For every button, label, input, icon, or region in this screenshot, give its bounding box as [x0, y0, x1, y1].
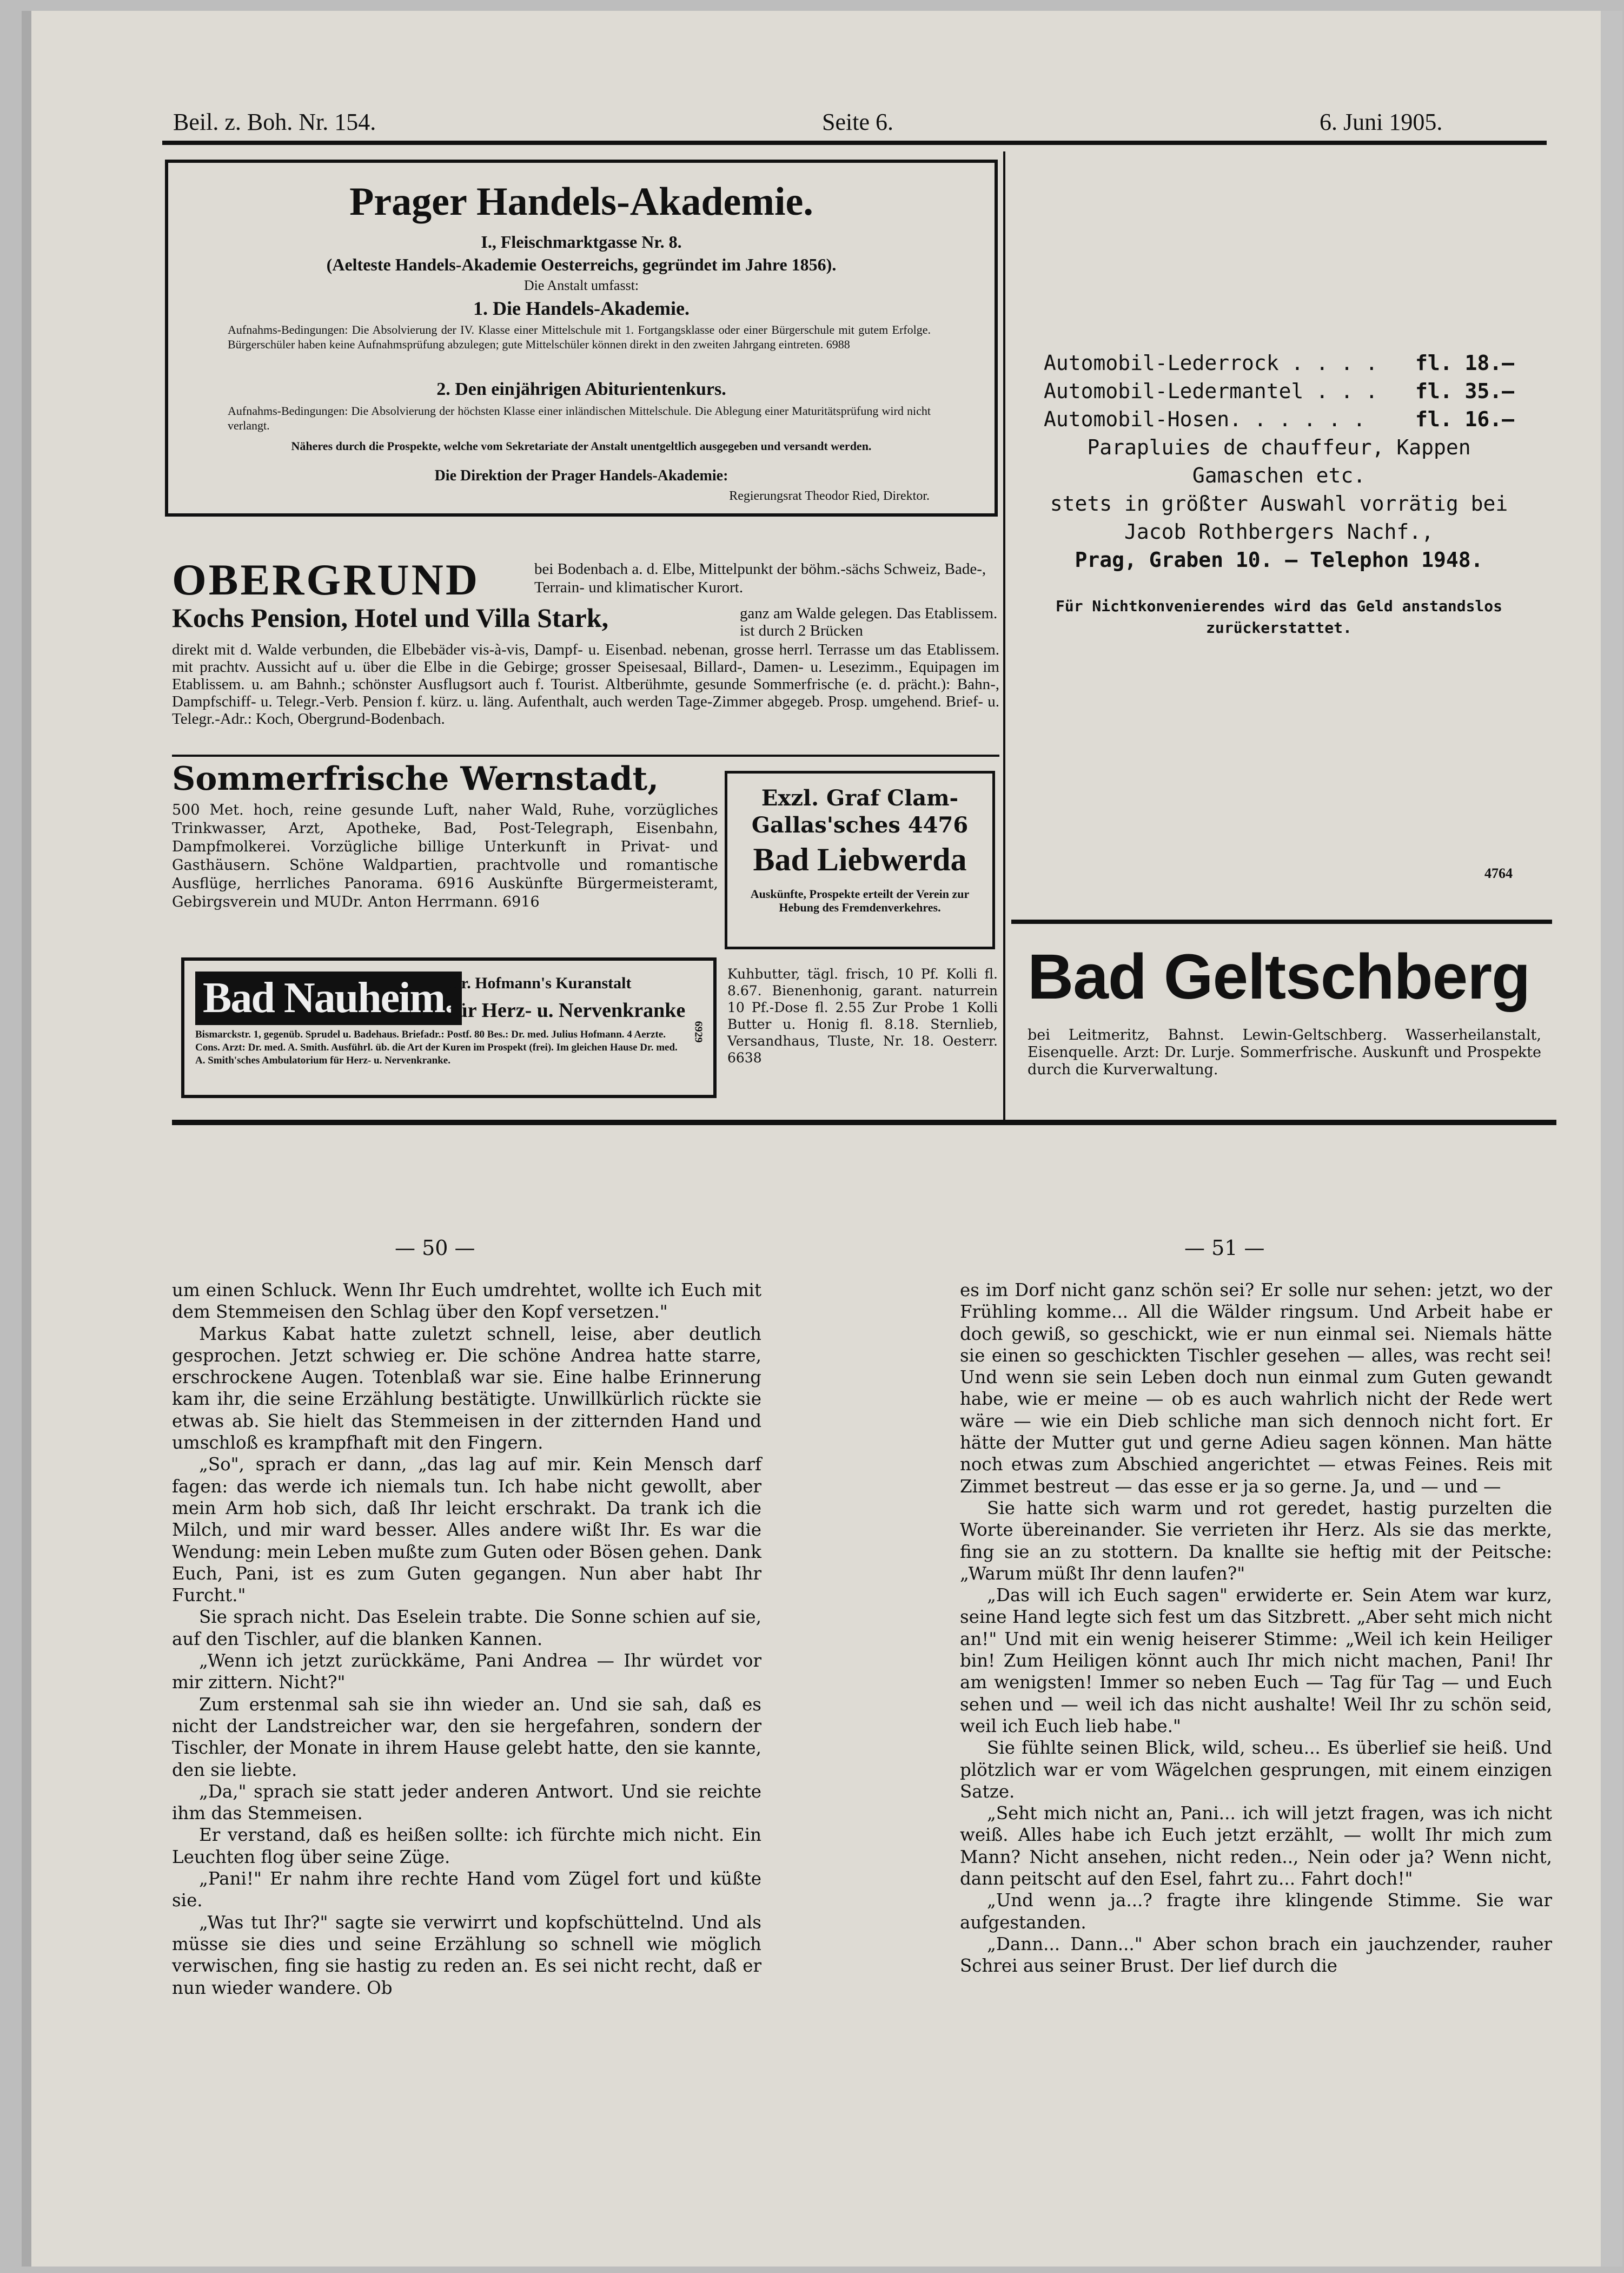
obergrund-location: bei Bodenbach a. d. Elbe, Mittelpunkt der böhm.-sächs Schweiz, Bade-, Terrain- und klimatischer Kurort. — [534, 560, 986, 596]
academy-intro: Die Anstalt umfasst: — [523, 277, 639, 293]
nauheim-number: 6929 — [692, 1021, 705, 1043]
automobil-ad-number: 4764 — [1484, 865, 1513, 881]
automobil-line-4: Jacob Rothbergers Nachf., — [1124, 520, 1434, 544]
academy-address: I., Fleischmarktgasse Nr. 8. — [481, 232, 682, 252]
automobil-line-3: stets in größter Auswahl vorrätig bei — [1050, 492, 1508, 516]
header-rule — [162, 141, 1547, 145]
story-left-p1: um einen Schluck. Wenn Ihr Euch umdrehtet, wollte ich Euch mit dem Stemmeisen den Schlag über den Kopf versetzen." — [172, 1280, 761, 1323]
automobil-note: Für Nichtkonvenierendes wird das Geld anstandslos zurückerstattet. — [1055, 597, 1502, 637]
ad-handels-akademie — [165, 160, 998, 517]
academy-founded: (Aelteste Handels-Akademie Oesterreichs, gegründet im Jahre 1856). — [326, 255, 837, 274]
liebwerda-info: Auskünfte, Prospekte erteilt der Verein zur Hebung des Fremdenverkehres. — [750, 887, 970, 914]
ad-liebwerda — [725, 771, 995, 949]
automobil-line-2: Gamaschen etc. — [1192, 464, 1366, 487]
header-page: Seite 6. — [822, 109, 893, 135]
story-column-right — [960, 1279, 1552, 1977]
story-right-p1: es im Dorf nicht ganz schön sei? Er solle nur sehen: jetzt, wo der Frühling komme... All die Wälder ringsum. Und Arbeit habe er doch gewiß, so geschickt, wie er nun einmal sei. Niemals hätte sie einen so geschickten Tischler gesehen — alles, was recht sei! Und wenn sie sein Leben doch nun einmal zum Guten gewandt habe, wie er meine — ob es auch wahrlich nicht der Rede wert wäre — wie ein Dieb schliche man sich dennoch nicht fort. Er hätte der Mutter gut und gerne Adieu sagen können. Man hätte noch etwas zum Abschied angerichtet — etwas Feines. Reis mit Zimmet bestreut — das esse er ja so gerne. Ja, und — und — — [960, 1280, 1552, 1497]
automobil-line-1: Parapluies de chauffeur, Kappen — [1087, 435, 1471, 459]
liebwerda-owner: Exzl. Graf Clam- — [761, 785, 959, 811]
ad-kuhbutter: Kuhbutter, tägl. frisch, 10 Pf. Kolli fl. 8.67. Bienenhonig, garant. naturrein 10 Pf.-Dose fl. 2.55 Zur Probe 1 Kolli Butter u. Honig fl. 8.18. Sternlieb, Versandhaus, Tluste, Nr. 18. Oesterr. 6638 — [727, 966, 998, 1066]
column-divider — [1003, 151, 1005, 1125]
nauheim-clinic: Dr. Hofmann's Kuranstalt — [449, 974, 632, 992]
automobil-item-3: Automobil-Hosen. . . . . . fl. 16.— — [1044, 407, 1514, 431]
story-left-p9: „Pani!" Er nahm ihre rechte Hand vom Zügel fort und küßte sie. — [172, 1868, 761, 1911]
story-right-p3: „Das will ich Euch sagen" erwiderte er. Sein Atem war kurz, seine Hand legte sich fest um das Sitzbrett. „Aber seht mich nicht an!" Und mit ein wenig heiserer Stimme: „Weil ich kein Heiliger bin! Zum Heiligen könnt auch Ihr mich nicht machen, Pani! Ihr am wenigsten! Immer so neben Euch — Tag für Tag — und Euch sehen und — weil ich das nicht aushalte! Weil Ihr zu schön seid, weil ich Euch lieb habe." — [960, 1585, 1552, 1736]
page-number-left: — 50 — — [395, 1236, 475, 1260]
liebwerda-title: Bad Liebwerda — [753, 842, 967, 877]
story-right-p7: „Dann... Dann..." Aber schon brach ein jauchzender, rauher Schrei aus seiner Brust. Der lief durch die — [960, 1933, 1552, 1977]
automobil-item-1: Automobil-Lederrock . . . . fl. 18.— — [1044, 351, 1514, 375]
story-column-left — [172, 1279, 761, 1999]
story-left-p6: Zum erstenmal sah sie ihn wieder an. Und sie sah, daß es nicht der Landstreicher war, den sie hergefahren, sondern der Tischler, der Monate in ihrem Hause gelebt hatte, den sie kannte, den sie liebte. — [172, 1694, 761, 1780]
header-issue: Beil. z. Boh. Nr. 154. — [173, 109, 376, 135]
obergrund-forest: ganz am Walde gelegen. Das Etablissem. ist durch 2 Brücken — [740, 605, 998, 639]
obergrund-pension: Kochs Pension, Hotel und Villa Stark, — [172, 603, 609, 633]
obergrund-title: OBERGRUND — [172, 555, 480, 604]
story-left-p3: „So", sprach er dann, „das lag auf mir. Kein Mensch darf fagen: das werde ich niemals tun. Ich habe nicht gewollt, aber mein Arm hob sich, daß Ihr leicht erschrakt. Da trank ich die Milch, und mir ward besser. Alles andere wißt Ihr. Es war die Wendung: mein Leben mußte zum Guten oder Bösen gehen. Dank Euch, Pani, ist es zum Guten gegangen. Nun aber habt Ihr Furcht." — [172, 1454, 761, 1606]
geltschberg-title: Bad Geltschberg — [1028, 941, 1530, 1013]
obergrund-body: direkt mit d. Walde verbunden, die Elbebäder vis-à-vis, Dampf- u. Eisenbad. nebenan, grosse herrl. Terrasse um das Etablissem. mit prachtv. Aussicht auf u. über die Elbe in die Gebirge; grosser Speisesaal, Billard-, Damen- u. Lesezimm., Equipagen im Etablissem. u. am Bahnh.; schönster Ausflugsort auch f. Tourist. Altberühmte, gesunde Sommerfrische (e. d. prächt.): Bahn-, Dampfschiff- u. Telegr.-Verb. Pension f. kürz. u. läng. Aufenthalt, auch werden Tage-Zimmer abgegeb. Prosp. umgehend. Brief- u. Telegr.-Adr.: Koch, Obergrund-Bodenbach. — [172, 641, 999, 728]
story-left-p4: Sie sprach nicht. Das Eselein trabte. Die Sonne schien auf sie, auf den Tischler, auf die blanken Kannen. — [172, 1607, 761, 1649]
story-left-p8: Er verstand, daß es heißen sollte: ich fürchte mich nicht. Ein Leuchten flog über seine Züge. — [172, 1825, 761, 1867]
academy-direction: Die Direktion der Prager Handels-Akademie: — [434, 467, 728, 484]
ad-bad-geltschberg — [1011, 920, 1552, 1082]
academy-title: Prager Handels-Akademie. — [349, 180, 813, 224]
academy-director: Regierungsrat Theodor Ried, Direktor. — [729, 489, 930, 503]
story-left-p7: „Da," sprach sie statt jeder anderen Antwort. Und sie reichte ihm das Stemmeisen. — [172, 1781, 761, 1824]
automobil-line-5: Prag, Graben 10. — Telephon 1948. — [1075, 548, 1483, 572]
left-page-edge — [22, 11, 31, 2267]
ad-divider-1 — [172, 755, 999, 757]
academy-section-1: 1. Die Handels-Akademie. — [473, 298, 690, 319]
liebwerda-owner-2: Gallas'sches 4476 — [751, 812, 969, 838]
nauheim-body: Bismarckstr. 1, gegenüb. Sprudel u. Badehaus. Briefadr.: Postf. 80 Bes.: Dr. med. Julius Hofmann. 4 Aerzte. Cons. Arzt: Dr. med. A. Smith. Ausführl. üb. die Art der Kuren im Prospekt (frei). Im gleichen Hause Dr. med. A. Smith'sches Ambulatorium für Herz- u. Nervenkranke. — [195, 1029, 678, 1066]
right-page-edge — [1601, 11, 1622, 2267]
ad-bad-nauheim — [181, 957, 717, 1098]
wernstadt-body: 500 Met. hoch, reine gesunde Luft, naher Wald, Ruhe, vorzügliches Trinkwasser, Arzt, Apotheke, Bad, Post-Telegraph, Eisenbahn, Dampfmolkerei. Vorzügliche billige Unterkunft in Privat- und Gasthäusern. Schöne Waldpartien, prachtvolle und romantische Ausflüge, herrliches Panorama. 6916 Auskünfte Bürgermeisteramt, Gebirgsverein und MUDr. Anton Herrmann. 6916 — [172, 802, 718, 910]
academy-more-info: Näheres durch die Prospekte, welche vom Sekretariate der Anstalt unentgeltlich ausgegeben und versandt werden. — [291, 439, 872, 453]
story-left-p10: „Was tut Ihr?" sagte sie verwirrt und kopfschüttelnd. Und als müsse sie dies und seine Erzählung so schnell wie möglich verwischen, fing sie hastig zu reden an. Es sei nicht recht, daß er nun wieder wandere. Ob — [172, 1912, 761, 1998]
header-date: 6. Juni 1905. — [1320, 109, 1443, 135]
newspaper-page — [22, 11, 1622, 2267]
academy-section-2: 2. Den einjährigen Abiturientenkurs. — [436, 379, 726, 399]
story-left-p5: „Wenn ich jetzt zurückkäme, Pani Andrea — Ihr würdet vor mir zittern. Nicht?" — [172, 1650, 761, 1693]
nauheim-title: Bad Nauheim. — [195, 972, 462, 1025]
geltschberg-body: bei Leitmeritz, Bahnst. Lewin-Geltschberg. Wasserheilanstalt, Eisenquelle. Arzt: Dr. Lurje. Sommerfrische. Auskunft und Prospekte durch die Kurverwaltung. — [1028, 1027, 1541, 1078]
story-right-p5: „Seht mich nicht an, Pani... ich will jetzt fragen, was ich nicht weiß. Alles habe ich Euch jetzt erzählt, — wollt Ihr mich zum Mann? Nicht ansehen, nicht reden.., Nein oder ja? Wenn nicht, dann peitscht auf den Esel, fahrt zu... Fahrt doch!" — [960, 1803, 1552, 1889]
academy-conditions-2: Aufnahms-Bedingungen: Die Absolvierung der höchsten Klasse einer inländischen Mittelschule. Die Ablegung einer Maturitätsprüfung wird nicht verlangt. — [228, 404, 931, 432]
nauheim-specialty: für Herz- u. Nervenkranke — [449, 999, 686, 1022]
ads-bottom-rule — [172, 1120, 1556, 1125]
wernstadt-title: Sommerfrische Wernstadt, — [172, 760, 659, 798]
story-right-p4: Sie fühlte seinen Blick, wild, scheu... Es überlief sie heiß. Und plötzlich war er vom Wägelchen gesprungen, mit einem einzigen Satze. — [960, 1737, 1552, 1802]
page-number-right: — 51 — — [1184, 1236, 1265, 1260]
story-right-p2: Sie hatte sich warm und rot geredet, hastig purzelten die Worte übereinander. Sie verrieten ihr Herz. Als sie das merkte, fing sie an zu stottern. Da knallte sie heftig mit der Peitsche: „Warum müßt Ihr denn laufen?" — [960, 1497, 1552, 1584]
academy-conditions-1: Aufnahms-Bedingungen: Die Absolvierung der IV. Klasse einer Mittelschule mit 1. Fortgangsklasse oder einer Bürgerschule mit gutem Erfolge. Bürgerschüler haben keine Aufnahmsprüfung abzulegen; gute Mittelschüler können direkt in den zweiten Jahrgang eintreten. 6988 — [228, 323, 931, 351]
automobil-item-2: Automobil-Ledermantel . . . fl. 35.— — [1044, 379, 1514, 403]
ad-automobil — [1044, 349, 1514, 639]
story-right-p6: „Und wenn ja...? fragte ihre klingende Stimme. Sie war aufgestanden. — [960, 1890, 1552, 1933]
story-left-p2: Markus Kabat hatte zuletzt schnell, leise, aber deutlich gesprochen. Jetzt schwieg er. Die schöne Andrea hatte starre, erschrockene Augen. Totenblaß war sie. Eine halbe Erinnerung kam ihr, die seine Erzählung bestätigte. Unwillkürlich rückte sie etwas ab. Sie hielt das Stemmeisen in der zitternden Hand und umschloß es krampfhaft mit den Fingern. — [172, 1323, 761, 1453]
